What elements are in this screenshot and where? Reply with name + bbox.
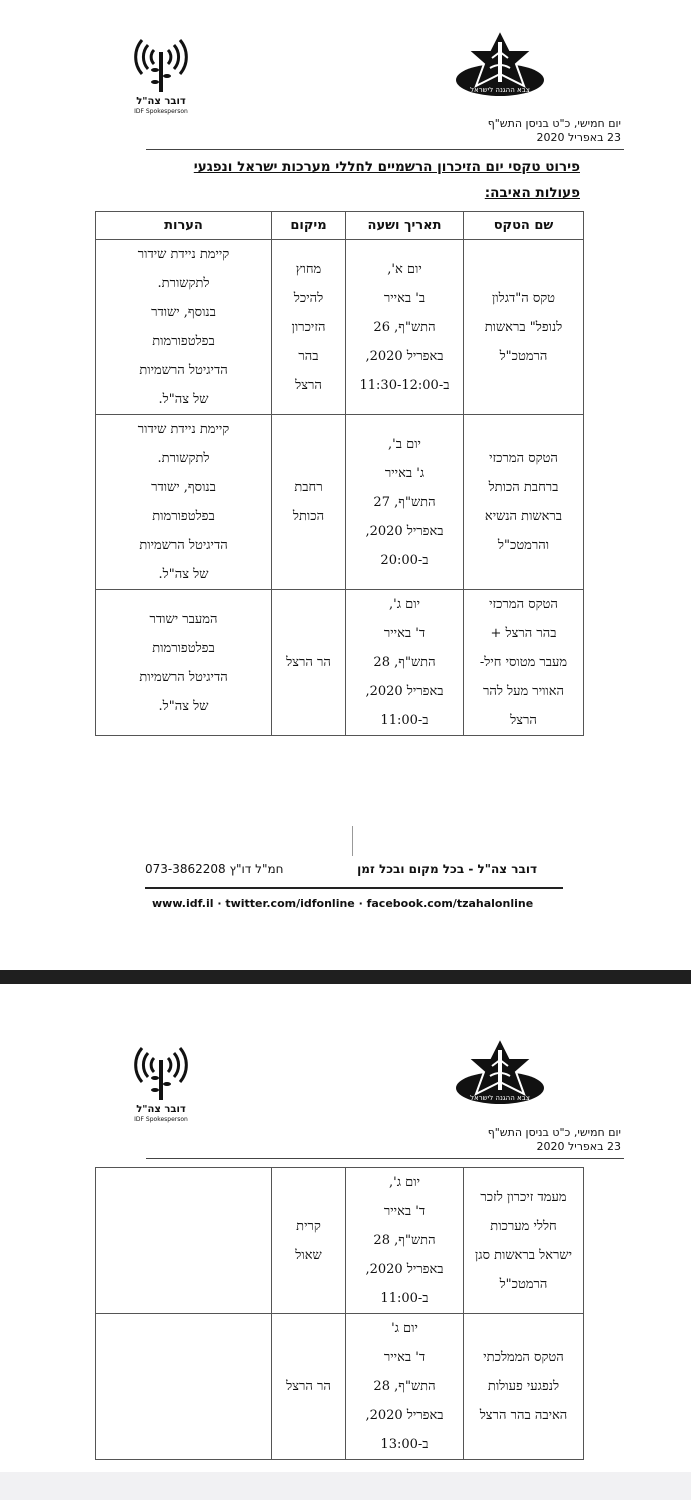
spokesperson-english: IDF Spokesperson bbox=[134, 1116, 188, 1123]
footer-phone: חמ"ל דו"ץ 073-3862208 bbox=[145, 862, 284, 876]
cell-line: ד' באייר bbox=[383, 1350, 426, 1365]
idf-emblem bbox=[452, 28, 548, 104]
header-location: מיקום bbox=[272, 212, 346, 240]
cell-line: ג' באייר bbox=[384, 465, 425, 481]
cell-line: של צה"ל. bbox=[158, 567, 209, 582]
cell-line: מעבר מטוסי חיל- bbox=[479, 655, 568, 670]
cell-line: לנופל" בראשות bbox=[484, 319, 563, 335]
cell-line: בנוסף, ישודר bbox=[151, 480, 216, 495]
cell-line: יום א', bbox=[387, 261, 422, 277]
cell-line: ב-11:30-12:00 bbox=[359, 377, 450, 393]
idf-emblem-icon bbox=[452, 1036, 548, 1108]
cell-line: הטקס המרכזי bbox=[489, 451, 558, 466]
header-divider bbox=[146, 149, 624, 150]
cell-line: רחבת bbox=[294, 480, 323, 495]
cell-line: באפריל 2020, bbox=[365, 348, 444, 364]
document-date bbox=[488, 117, 621, 145]
cell-line: יום ג' bbox=[391, 1321, 418, 1336]
date-time-cell bbox=[346, 240, 464, 415]
document-title bbox=[120, 154, 580, 206]
antenna-icon bbox=[128, 1034, 194, 1104]
cell-line: התש"ף, 28 bbox=[373, 1233, 436, 1248]
cell-line: יום ב', bbox=[388, 436, 421, 452]
notes-cell bbox=[96, 1168, 272, 1314]
cell-line: הרמטכ"ל bbox=[499, 348, 548, 364]
date-hebrew: יום חמישי, כ"ט בניסן התש"ף bbox=[487, 117, 621, 130]
notes-cell bbox=[96, 1314, 272, 1460]
cell-line: בפלטפורמות bbox=[152, 334, 215, 349]
location-cell bbox=[272, 1314, 346, 1460]
cell-line: להיכל bbox=[293, 290, 324, 306]
idf-emblem-text: צבא ההגנה לישראל bbox=[470, 86, 530, 94]
date-time-cell bbox=[346, 590, 464, 736]
cell-line: בראשות הנשיא bbox=[484, 509, 563, 524]
notes-cell bbox=[96, 590, 272, 736]
cell-line: בהר bbox=[298, 348, 319, 364]
cell-line: טקס ה"דגלון bbox=[491, 290, 556, 306]
cell-line: התש"ף, 26 bbox=[373, 319, 436, 335]
ceremony-name-cell bbox=[464, 590, 584, 736]
idf-spokesperson-logo bbox=[128, 26, 194, 116]
cell-line: האיבה בהר הרצל bbox=[479, 1408, 568, 1423]
cell-line: בפלטפורמות bbox=[152, 509, 215, 524]
table-row bbox=[96, 415, 584, 590]
ceremony-name-cell bbox=[464, 240, 584, 415]
bottom-bar bbox=[0, 1472, 691, 1500]
cell-line: ב-11:00 bbox=[380, 1291, 429, 1306]
cell-line: התש"ף, 28 bbox=[373, 655, 436, 670]
idf-emblem bbox=[452, 1036, 548, 1112]
spokesperson-english: IDF Spokesperson bbox=[134, 108, 188, 115]
cell-line: לתקשורת. bbox=[157, 451, 210, 466]
cell-line: המעבר ישודר bbox=[149, 611, 218, 627]
cell-line: קיימת ניידת שידור bbox=[137, 422, 230, 437]
cell-line: באפריל 2020, bbox=[365, 1408, 444, 1423]
idf-spokesperson-logo bbox=[128, 1034, 194, 1124]
cell-line: יום ג', bbox=[389, 1175, 420, 1190]
cell-line: שאול bbox=[295, 1247, 322, 1263]
cell-line: הר הרצל bbox=[286, 1379, 331, 1394]
cell-line: ב-20:00 bbox=[380, 552, 429, 568]
date-time-cell bbox=[346, 415, 464, 590]
cell-line: הרמטכ"ל bbox=[499, 1276, 548, 1292]
cell-line: באפריל 2020, bbox=[365, 523, 444, 539]
cell-line: יום ג', bbox=[389, 597, 420, 612]
page-separator bbox=[0, 970, 691, 984]
cell-line: הר הרצל bbox=[286, 655, 331, 670]
cell-line: הרצל bbox=[510, 713, 537, 728]
location-cell bbox=[272, 415, 346, 590]
title-line-1: פירוט טקסי יום הזיכרון הרשמיים לחללי מערכות ישראל ונפגעי bbox=[193, 159, 580, 175]
cell-line: באפריל 2020, bbox=[365, 684, 444, 699]
location-cell bbox=[272, 1168, 346, 1314]
cell-line: קיימת ניידת שידור bbox=[137, 247, 230, 262]
cell-line: בפלטפורמות bbox=[152, 640, 215, 656]
cell-line: מעמד זיכרון לזכר bbox=[480, 1189, 567, 1205]
table-header-row bbox=[96, 212, 584, 240]
cell-line: בנוסף, ישודר bbox=[151, 305, 216, 320]
cell-line: לתקשורת. bbox=[157, 276, 210, 291]
footer-rule bbox=[145, 887, 563, 889]
table-row bbox=[96, 590, 584, 736]
location-cell bbox=[272, 590, 346, 736]
cell-line: התש"ף, 27 bbox=[373, 494, 436, 510]
footer-links: www.idf.il · twitter.com/idfonline · facebook.com/tzahalonline bbox=[152, 897, 534, 910]
date-time-cell bbox=[346, 1314, 464, 1460]
ceremony-name-cell bbox=[464, 1314, 584, 1460]
date-gregorian: 23 באפריל 2020 bbox=[536, 1140, 621, 1153]
header-divider bbox=[146, 1158, 624, 1159]
ceremony-name-cell bbox=[464, 1168, 584, 1314]
footer-contact bbox=[145, 862, 537, 882]
cell-line: ד' באייר bbox=[383, 1204, 426, 1219]
document-page-2 bbox=[0, 984, 691, 1470]
cell-line: והרמטכ"ל bbox=[497, 538, 550, 553]
idf-emblem-text: צבא ההגנה לישראל bbox=[470, 1094, 530, 1102]
cell-line: מחוץ bbox=[295, 261, 322, 277]
cell-line: הרצל bbox=[295, 377, 322, 393]
header-ceremony-name: שם הטקס bbox=[464, 212, 584, 240]
cell-line: ברחבת הכותל bbox=[488, 480, 559, 495]
cell-line: ישראל בראשות סגן bbox=[474, 1247, 573, 1263]
cell-line: ב-11:00 bbox=[380, 713, 429, 728]
cell-line: התש"ף, 28 bbox=[373, 1379, 436, 1394]
cell-line: הדיגיטל הרשמיות bbox=[139, 669, 228, 685]
date-gregorian: 23 באפריל 2020 bbox=[536, 131, 621, 144]
document-date bbox=[488, 1126, 621, 1154]
cell-line: קרית bbox=[296, 1218, 321, 1234]
notes-cell bbox=[96, 415, 272, 590]
header-date-time: תאריך ושעה bbox=[346, 212, 464, 240]
header-notes: הערות bbox=[96, 212, 272, 240]
cell-line: ב' באייר bbox=[383, 290, 426, 306]
ceremonies-table bbox=[95, 211, 584, 736]
cell-line: הדיגיטל הרשמיות bbox=[139, 363, 228, 378]
table-row bbox=[96, 1168, 584, 1314]
cell-line: הטקס המרכזי bbox=[489, 597, 558, 612]
cell-line: של צה"ל. bbox=[158, 698, 209, 714]
cell-line: חללי מערכות bbox=[490, 1218, 557, 1234]
date-hebrew: יום חמישי, כ"ט בניסן התש"ף bbox=[487, 1126, 621, 1139]
footer-slogan: דובר צה"ל - בכל מקום ובכל זמן bbox=[357, 862, 537, 876]
cell-line: בהר הרצל + bbox=[490, 626, 557, 641]
cell-line: ד' באייר bbox=[383, 626, 426, 641]
antenna-icon bbox=[128, 26, 194, 96]
notes-cell bbox=[96, 240, 272, 415]
idf-emblem-icon bbox=[452, 28, 548, 100]
table-row bbox=[96, 240, 584, 415]
cell-line: הדיגיטל הרשמיות bbox=[139, 538, 228, 553]
spokesperson-hebrew: דובר צה"ל bbox=[136, 1104, 186, 1115]
spokesperson-hebrew: דובר צה"ל bbox=[136, 96, 186, 107]
cell-line: הכותל bbox=[292, 509, 325, 524]
title-line-2: פעולות האיבה: bbox=[484, 185, 580, 201]
cell-line: לנפגעי פעולות bbox=[487, 1379, 560, 1394]
cell-line: הזיכרון bbox=[291, 319, 326, 335]
ceremonies-table-continued bbox=[95, 1167, 584, 1460]
ceremony-name-cell bbox=[464, 415, 584, 590]
cell-line: האוויר מעל להר bbox=[482, 684, 565, 699]
table-row bbox=[96, 1314, 584, 1460]
cell-line: של צה"ל. bbox=[158, 392, 209, 407]
date-time-cell bbox=[346, 1168, 464, 1314]
cell-line: באפריל 2020, bbox=[365, 1262, 444, 1277]
footer-divider bbox=[352, 826, 353, 856]
location-cell bbox=[272, 240, 346, 415]
cell-line: ב-13:00 bbox=[380, 1437, 429, 1452]
cell-line: הטקס הממלכתי bbox=[483, 1350, 564, 1365]
